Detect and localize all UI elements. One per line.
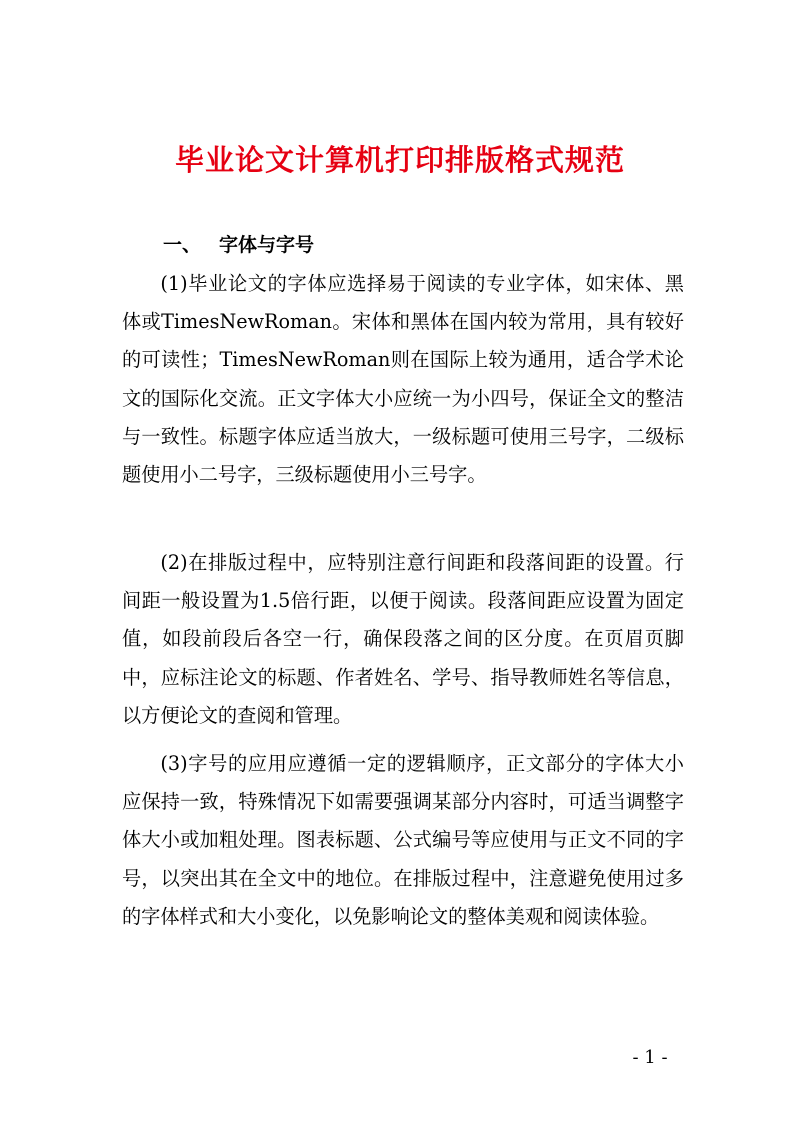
section-number: 一、 [163,234,202,256]
document-title: 毕业论文计算机打印排版格式规范 [174,143,625,177]
body-paragraph-1: (1)毕业论文的字体应选择易于阅读的专业字体，如宋体、黑体或TimesNewRoman。宋体和黑体在国内较为常用，具有较好的可读性；TimesNewRoman则在国际上较为通用，适合学术论文的国际化交流。正文字体大小应统一为小四号，保证全文的整洁与一致性。标题字体应适当放大，一级标题可使用三号字，二级标题使用小二号字，三级标题使用小三号字。 [122,272,684,487]
page-number: - 1 - [632,1047,668,1068]
body-paragraph-2: (2)在排版过程中，应特别注意行间距和段落间距的设置。行间距一般设置为1.5倍行距，以便于阅读。段落间距应设置为固定值，如段前段后各空一行，确保段落之间的区分度。在页眉页脚中，应标注论文的标题、作者姓名、学号、指导教师姓名等信息，以方便论文的查阅和管理。 [122,551,684,727]
section-heading [163,228,314,262]
section-title: 字体与字号 [219,234,315,256]
body-paragraph-3: (3)字号的应用应遵循一定的逻辑顺序，正文部分的字体大小应保持一致，特殊情况下如需要强调某部分内容时，可适当调整字体大小或加粗处理。图表标题、公式编号等应使用与正文不同的字号，以突出其在全文中的地位。在排版过程中，注意避免使用过多的字体样式和大小变化，以免影响论文的整体美观和阅读体验。 [122,752,684,928]
